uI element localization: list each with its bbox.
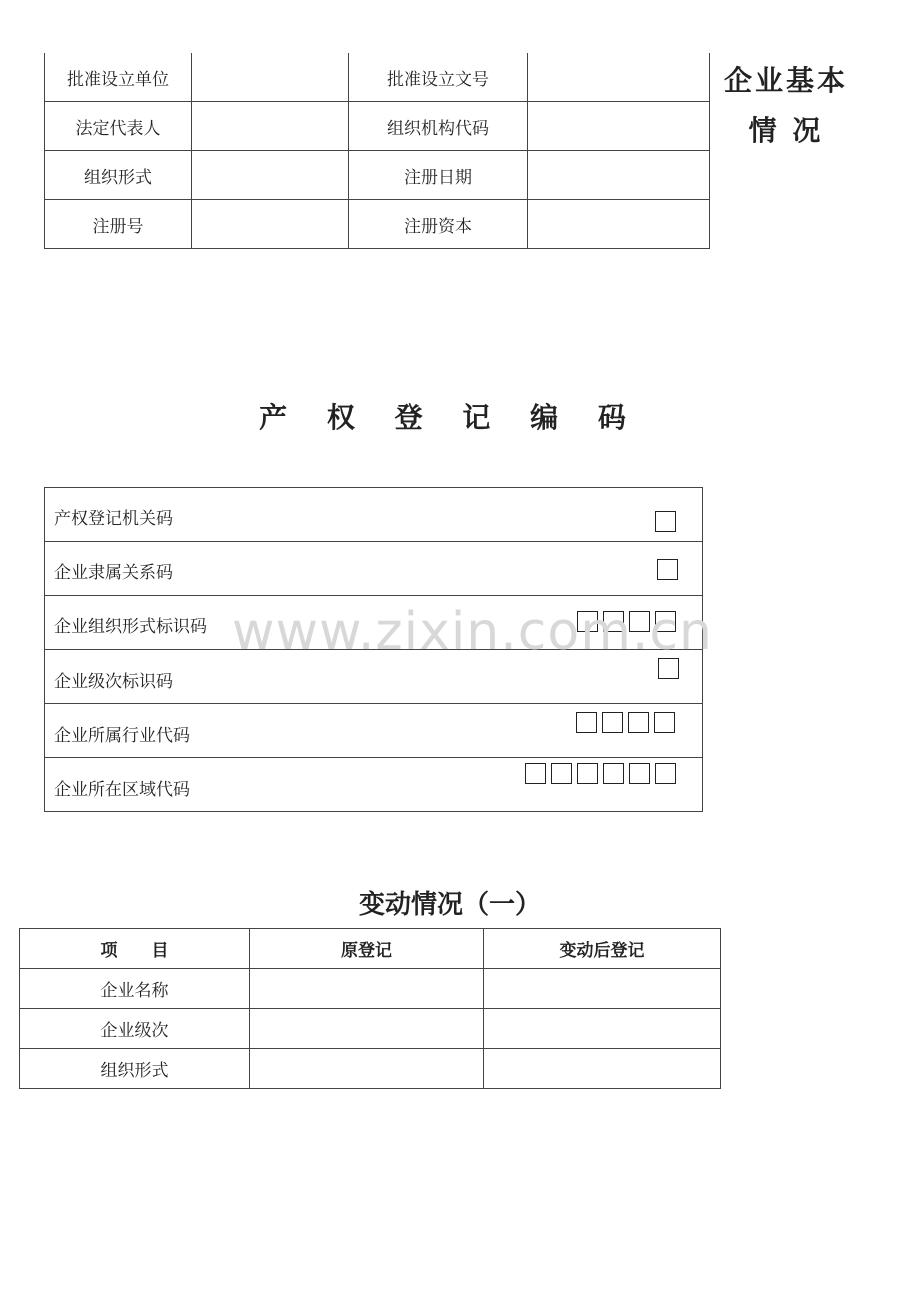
field-value[interactable] [192,102,349,151]
table-row [20,1009,721,1049]
code-digit-box[interactable] [628,712,649,733]
code-label: 企业所属行业代码 [54,726,190,746]
code-digit-box[interactable] [551,763,572,784]
field-value[interactable] [192,53,349,102]
watermark: www.zixin.com.cn [232,602,713,662]
field-label: 批准设立文号 [349,53,528,102]
column-header-changed: 变动后登记 [484,929,721,969]
section-title-registration-code: 产 权 登 记 编 码 [259,401,641,434]
code-label: 企业隶属关系码 [54,563,173,583]
side-title-line: 企业基本 [723,64,848,97]
table-row [20,1049,721,1089]
item-cell: 组织形式 [20,1049,250,1089]
changed-cell[interactable] [484,1049,721,1089]
field-label: 组织机构代码 [349,102,528,151]
changed-cell[interactable] [484,1009,721,1049]
basic-info-table [44,53,710,249]
code-boxes [525,763,676,784]
item-cell: 企业级次 [20,1009,250,1049]
column-header-item: 项 目 [20,929,250,969]
code-label: 企业所在区域代码 [54,780,190,800]
code-row [45,542,702,596]
field-value[interactable] [528,200,710,249]
field-value[interactable] [192,200,349,249]
code-digit-box[interactable] [576,712,597,733]
table-row [45,200,710,249]
field-value[interactable] [192,151,349,200]
code-boxes [576,712,675,733]
field-value[interactable] [528,53,710,102]
field-value[interactable] [528,151,710,200]
table-header-row [20,929,721,969]
changed-cell[interactable] [484,969,721,1009]
change-situation-table [19,928,721,1089]
code-digit-box[interactable] [603,763,624,784]
code-digit-box[interactable] [655,511,676,532]
original-cell[interactable] [250,969,484,1009]
table-row [45,53,710,102]
section-title-basic-info [718,56,854,156]
section-title-change-situation: 变动情况（一） [358,890,541,920]
side-title-line: 情 况 [748,114,824,147]
item-cell: 企业名称 [20,969,250,1009]
table-row [45,151,710,200]
field-label: 法定代表人 [45,102,192,151]
code-digit-box[interactable] [655,763,676,784]
original-cell[interactable] [250,1049,484,1089]
code-digit-box[interactable] [629,763,650,784]
table-row [45,102,710,151]
code-boxes [655,511,676,532]
code-label: 企业组织形式标识码 [54,617,207,637]
field-label: 注册资本 [349,200,528,249]
code-digit-box[interactable] [602,712,623,733]
field-label: 批准设立单位 [45,53,192,102]
field-value[interactable] [528,102,710,151]
code-label: 产权登记机关码 [54,509,173,529]
code-row [45,488,702,542]
column-header-original: 原登记 [250,929,484,969]
original-cell[interactable] [250,1009,484,1049]
field-label: 注册日期 [349,151,528,200]
code-boxes [657,559,678,580]
code-digit-box[interactable] [525,763,546,784]
code-row [45,758,702,811]
code-digit-box[interactable] [654,712,675,733]
code-digit-box[interactable] [657,559,678,580]
code-row [45,704,702,758]
code-label: 企业级次标识码 [54,672,173,692]
field-label: 组织形式 [45,151,192,200]
code-digit-box[interactable] [577,763,598,784]
field-label: 注册号 [45,200,192,249]
table-row [20,969,721,1009]
